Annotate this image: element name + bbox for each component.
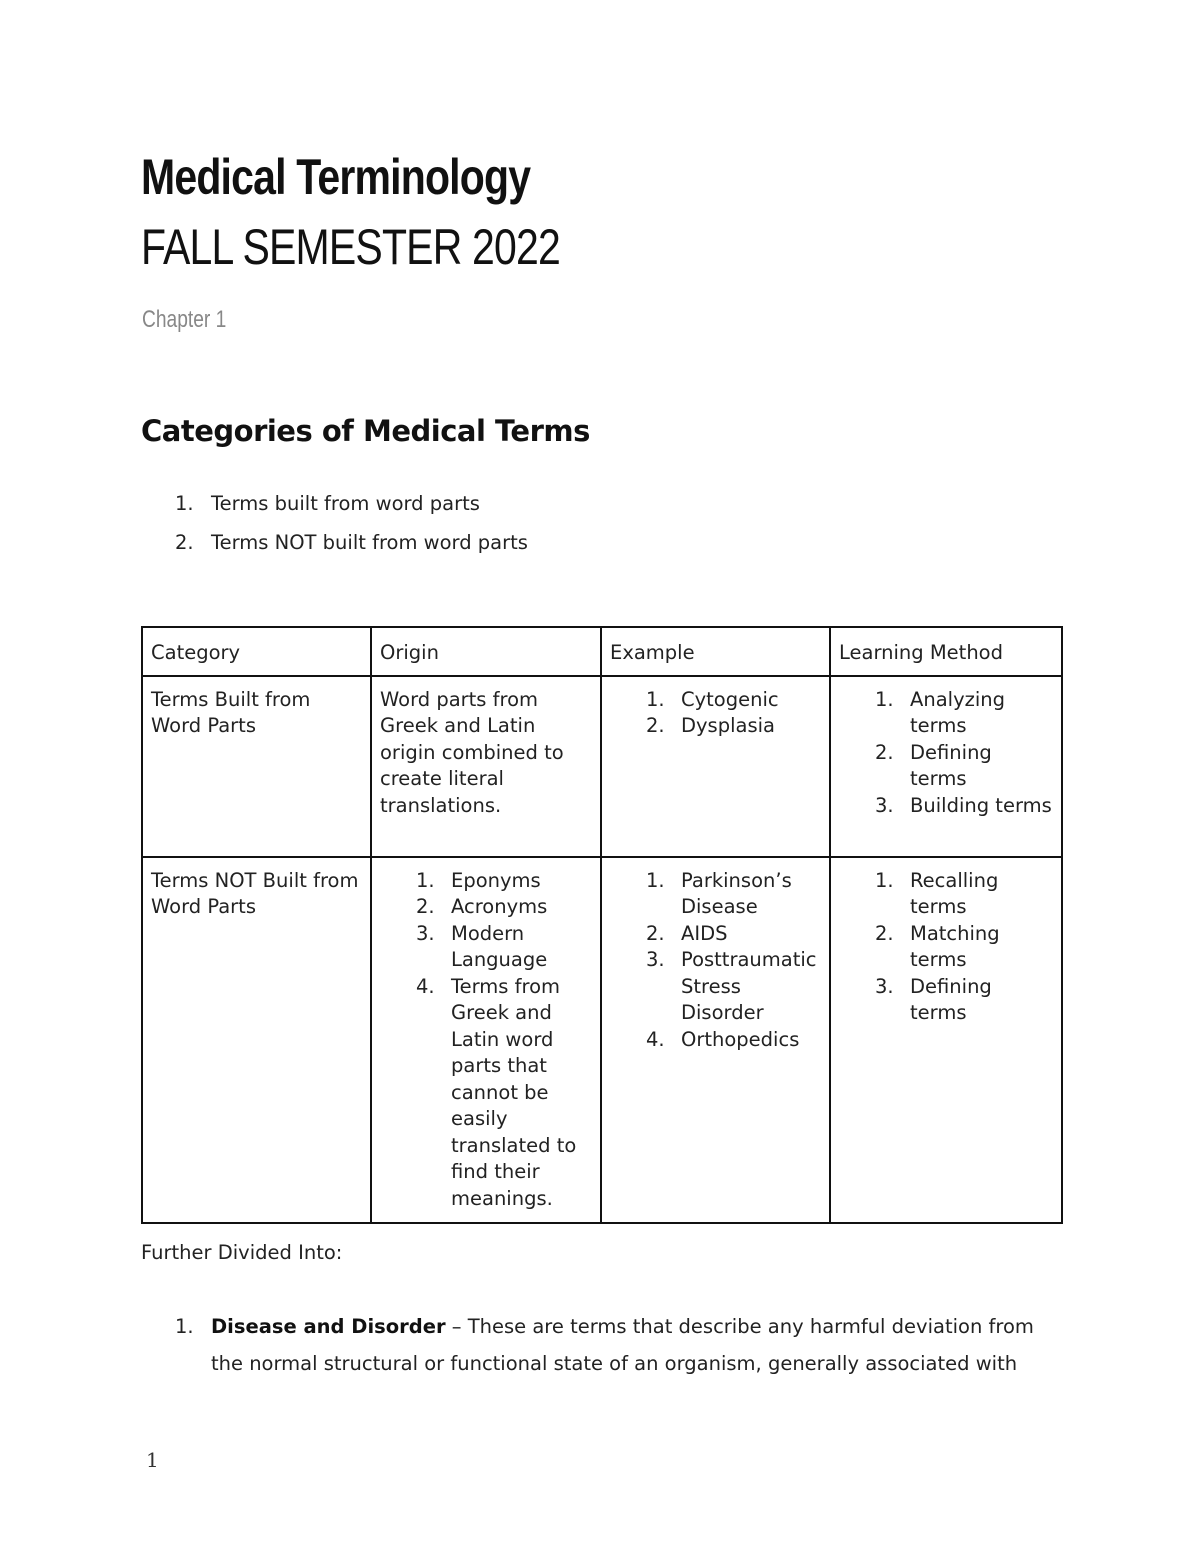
document-title bbox=[141, 146, 560, 278]
list-item-text: Defining terms bbox=[910, 974, 992, 1024]
list-number: 1. bbox=[175, 1315, 194, 1338]
list-item-text: Acronyms bbox=[451, 895, 548, 918]
list-item-text: Eponyms bbox=[451, 868, 541, 892]
further-divided-label: Further Divided Into: bbox=[141, 1241, 343, 1264]
list-item bbox=[141, 484, 528, 523]
cell-examples bbox=[601, 676, 830, 857]
list-number: 1. bbox=[646, 687, 665, 711]
chapter-subtitle: Chapter 1 bbox=[142, 306, 227, 333]
list-item-text: Orthopedics bbox=[681, 1027, 800, 1051]
list-item bbox=[839, 740, 1053, 793]
list-item bbox=[141, 1308, 1061, 1382]
table-row bbox=[142, 676, 1062, 857]
list-item-text: Defining terms bbox=[910, 740, 992, 790]
list-item bbox=[610, 868, 821, 921]
list-number: 2. bbox=[646, 921, 665, 945]
table-header-row bbox=[142, 627, 1062, 676]
list-number: 1. bbox=[416, 868, 435, 892]
list-item bbox=[610, 687, 821, 714]
list-number: 3. bbox=[875, 793, 894, 817]
list-number: 4. bbox=[646, 1027, 665, 1051]
list-item-text: Terms built from word parts bbox=[211, 492, 480, 515]
list-number: 2. bbox=[646, 714, 665, 737]
cell-origins bbox=[371, 857, 601, 1223]
header-learning-method: Learning Method bbox=[830, 627, 1062, 676]
title-course: Medical Terminology bbox=[141, 149, 531, 205]
examples-list bbox=[610, 868, 821, 1054]
methods-list bbox=[839, 687, 1053, 820]
list-item-text: Terms from Greek and Latin word parts that cannot be easily translated to find their meanings. bbox=[451, 974, 577, 1210]
list-number: 2. bbox=[875, 740, 894, 764]
list-item bbox=[380, 868, 592, 895]
list-item bbox=[141, 523, 528, 562]
list-item-text: Dysplasia bbox=[681, 714, 775, 737]
list-item-text: Terms NOT built from word parts bbox=[211, 531, 528, 554]
list-item bbox=[380, 921, 592, 974]
cell-category: Terms Built from Word Parts bbox=[142, 676, 371, 857]
list-item bbox=[839, 868, 1053, 921]
list-number: 2. bbox=[175, 531, 194, 554]
header-category: Category bbox=[142, 627, 371, 676]
list-item bbox=[610, 947, 821, 1027]
cell-methods bbox=[830, 676, 1062, 857]
examples-list bbox=[610, 687, 821, 740]
list-number: 4. bbox=[416, 974, 435, 998]
methods-list bbox=[839, 868, 1053, 1027]
table-row bbox=[142, 857, 1062, 1223]
list-number: 1. bbox=[875, 687, 894, 711]
list-number: 1. bbox=[646, 868, 665, 892]
list-number: 1. bbox=[175, 492, 194, 515]
list-number: 1. bbox=[875, 868, 894, 892]
divided-list bbox=[141, 1308, 1061, 1382]
origins-list bbox=[380, 868, 592, 1213]
list-number: 2. bbox=[875, 921, 894, 945]
list-item-text: AIDS bbox=[681, 921, 728, 945]
list-item bbox=[839, 974, 1053, 1027]
list-item bbox=[610, 921, 821, 948]
term-description: – These are terms that describe any harmful deviation from the normal structural or functional state of an organism, generally associated with bbox=[211, 1315, 1034, 1375]
header-origin: Origin bbox=[371, 627, 601, 676]
list-item bbox=[839, 793, 1053, 820]
list-item-text: Posttraumatic Stress Disorder bbox=[681, 948, 817, 1024]
list-item-text: Cytogenic bbox=[681, 687, 779, 711]
list-number: 3. bbox=[416, 921, 435, 945]
categories-table bbox=[141, 626, 1063, 1224]
list-item bbox=[610, 713, 821, 740]
list-item bbox=[380, 974, 592, 1213]
list-item bbox=[839, 921, 1053, 974]
list-item bbox=[839, 687, 1053, 740]
list-number: 3. bbox=[646, 948, 665, 971]
cell-examples bbox=[601, 857, 830, 1223]
cell-methods bbox=[830, 857, 1062, 1223]
list-item-text: Analyzing terms bbox=[910, 687, 1005, 737]
intro-list bbox=[141, 484, 528, 562]
list-number: 2. bbox=[416, 895, 435, 918]
list-number: 3. bbox=[875, 974, 894, 998]
cell-category: Terms NOT Built from Word Parts bbox=[142, 857, 371, 1223]
header-example: Example bbox=[601, 627, 830, 676]
list-item bbox=[380, 894, 592, 921]
list-item-text: Modern Language bbox=[451, 921, 548, 971]
list-item-text: Matching terms bbox=[910, 921, 1000, 971]
list-item-text: Building terms bbox=[910, 793, 1052, 817]
cell-origin: Word parts from Greek and Latin origin combined to create literal translations. bbox=[371, 676, 601, 857]
title-semester: FALL SEMESTER 2022 bbox=[141, 219, 560, 275]
page-number: 1 bbox=[146, 1448, 159, 1472]
list-item bbox=[610, 1027, 821, 1054]
list-item-text: Recalling terms bbox=[910, 868, 999, 918]
list-item-text: Parkinson’s Disease bbox=[681, 868, 792, 918]
section-heading: Categories of Medical Terms bbox=[141, 414, 590, 448]
term-name: Disease and Disorder bbox=[211, 1315, 446, 1338]
